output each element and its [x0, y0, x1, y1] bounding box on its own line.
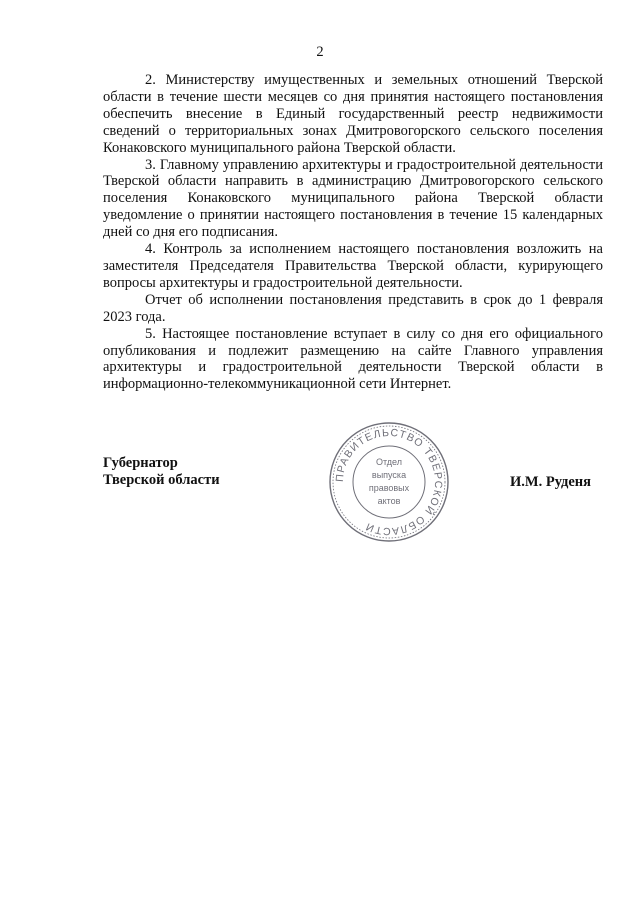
document-body	[103, 72, 603, 393]
signatory-name: И.М. Руденя	[510, 474, 592, 490]
stamp-seal	[327, 420, 451, 544]
official-stamp	[327, 420, 451, 544]
stamp-center-line-1: Отдел	[375, 457, 403, 467]
stamp-center-line-3: правовых	[368, 483, 410, 493]
page-number: 2	[316, 44, 324, 60]
stamp-ring-text: ПРАВИТЕЛЬСТВО ТВЕРСКОЙ ОБЛАСТИ	[333, 426, 445, 538]
position-line-1: Губернатор	[103, 455, 178, 471]
svg-text:ПРАВИТЕЛЬСТВО ТВЕРСКОЙ ОБЛАСТИ	[334, 427, 444, 537]
stamp-center-line-2: выпуска	[371, 470, 407, 480]
paragraph-report: Отчет об исполнении постановления представить в срок до 1 февраля 2023 года.	[103, 291, 603, 325]
paragraph-4: 4. Контроль за исполнением настоящего постановления возложить на заместителя Председателя Правительства Тверской области, курирующего вопросы архитектуры и градостроительной деятельности.	[103, 241, 603, 291]
stamp-center-line-4: актов	[377, 496, 401, 506]
paragraph-3: 3. Главному управлению архитектуры и градостроительной деятельности Тверской области направить в администрацию Дмитровогорского сельского поселения Конаковского муниципального района Тверской области уведомление о принятии настоящего постановления в течение 15 календарных дней со дня его подписания.	[103, 156, 603, 241]
position-line-2: Тверской области	[103, 472, 220, 488]
paragraph-5: 5. Настоящее постановление вступает в силу со дня его официального опубликования и подлежит размещению на сайте Главного управления архитектуры и градостроительной деятельности Тверской области в информационно-телекоммуникационной сети Интернет.	[103, 325, 603, 393]
signatory-position	[103, 455, 220, 489]
paragraph-2: 2. Министерству имущественных и земельных отношений Тверской области в течение шести месяцев со дня принятия настоящего постановления обеспечить внесение в Единый государственный реестр недвижимости сведений о территориальных зонах Дмитровогорского сельского поселения Конаковского муниципального района Тверской области.	[103, 72, 603, 156]
